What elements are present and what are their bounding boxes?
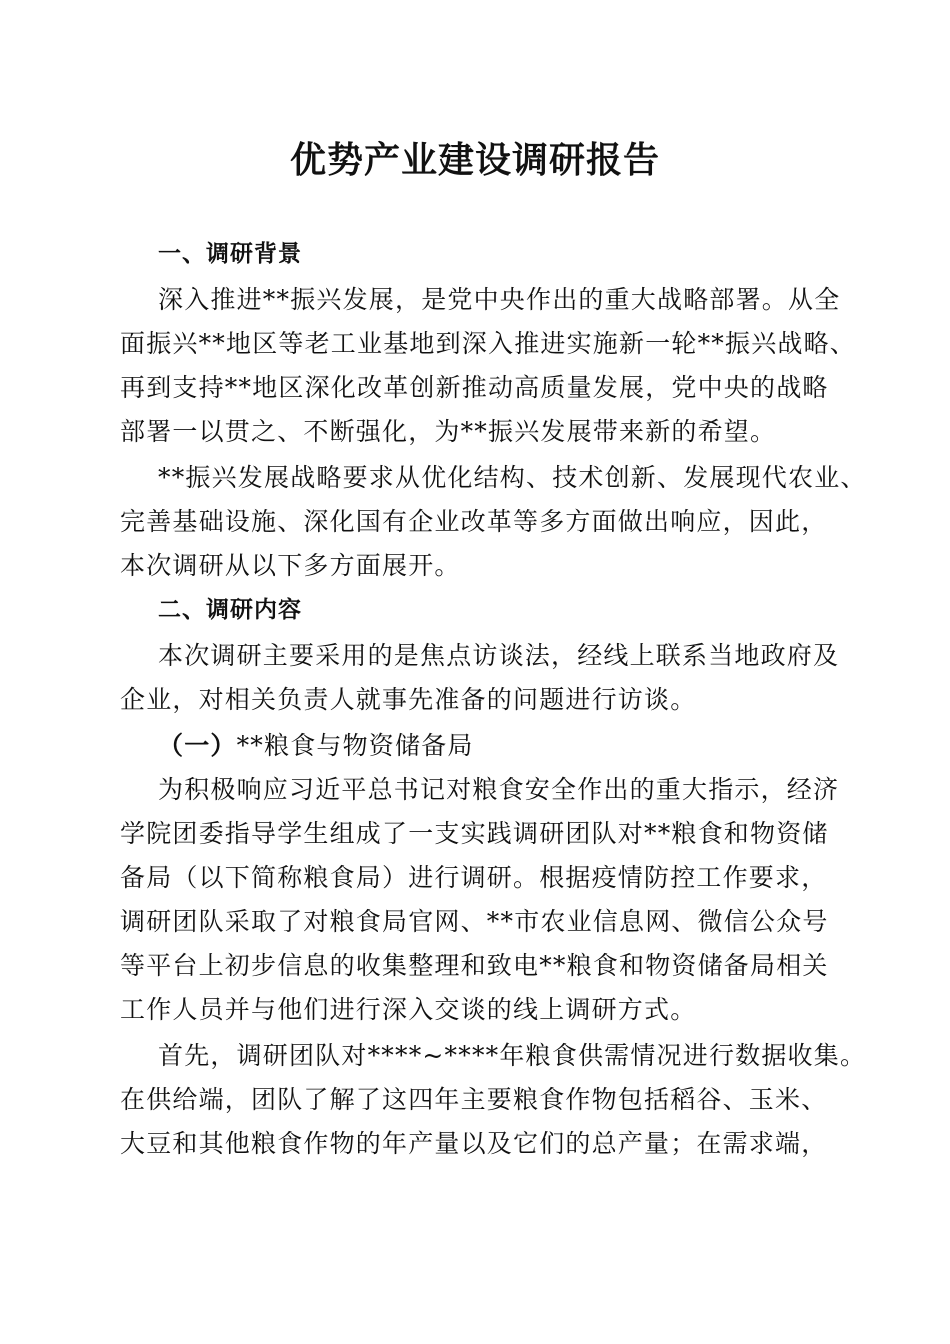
- paragraph-line: 为积极响应习近平总书记对粮食安全作出的重大指示，经济: [158, 775, 840, 804]
- paragraph-line: 调研团队采取了对粮食局官网、**市农业信息网、微信公众号: [120, 907, 829, 936]
- paragraph-line: 企业，对相关负责人就事先准备的问题进行访谈。: [120, 685, 697, 714]
- paragraph-line: 本次调研主要采用的是焦点访谈法，经线上联系当地政府及: [158, 641, 840, 670]
- subsection-title: **粮食与物资储备局: [236, 731, 474, 760]
- paragraph-line: 学院团委指导学生组成了一支实践调研团队对**粮食和物资储: [120, 819, 829, 848]
- paragraph-line: 本次调研从以下多方面展开。: [120, 551, 461, 580]
- paragraph-line: 等平台上初步信息的收集整理和致电**粮食和物资储备局相关: [120, 951, 829, 980]
- section-heading-background: 一、调研背景: [158, 241, 302, 267]
- subsection-number: （一）: [158, 731, 237, 760]
- paragraph-line: 工作人员并与他们进行深入交谈的线上调研方式。: [120, 995, 697, 1024]
- paragraph-line: 首先，调研团队对****~****年粮食供需情况进行数据收集。: [158, 1041, 867, 1070]
- section-heading-content: 二、调研内容: [158, 597, 302, 623]
- document-title: 优势产业建设调研报告: [289, 139, 660, 181]
- paragraph-line: 在供给端，团队了解了这四年主要粮食作物包括稻谷、玉米、: [120, 1085, 828, 1114]
- paragraph-line: **振兴发展战略要求从优化结构、技术创新、发展现代农业、: [158, 463, 867, 492]
- paragraph-line: 完善基础设施、深化国有企业改革等多方面做出响应，因此，: [120, 507, 828, 536]
- paragraph-line: 再到支持**地区深化改革创新推动高质量发展，党中央的战略: [120, 373, 829, 402]
- paragraph-line: 备局（以下简称粮食局）进行调研。根据疫情防控工作要求，: [120, 863, 828, 892]
- subsection-heading: [158, 730, 474, 762]
- paragraph-line: 部署一以贯之、不断强化，为**振兴发展带来新的希望。: [120, 417, 777, 446]
- paragraph-line: 面振兴**地区等老工业基地到深入推进实施新一轮**振兴战略、: [120, 329, 857, 358]
- paragraph-line: 深入推进**振兴发展，是党中央作出的重大战略部署。从全: [158, 285, 841, 314]
- paragraph-line: 大豆和其他粮食作物的年产量以及它们的总产量；在需求端，: [120, 1129, 828, 1158]
